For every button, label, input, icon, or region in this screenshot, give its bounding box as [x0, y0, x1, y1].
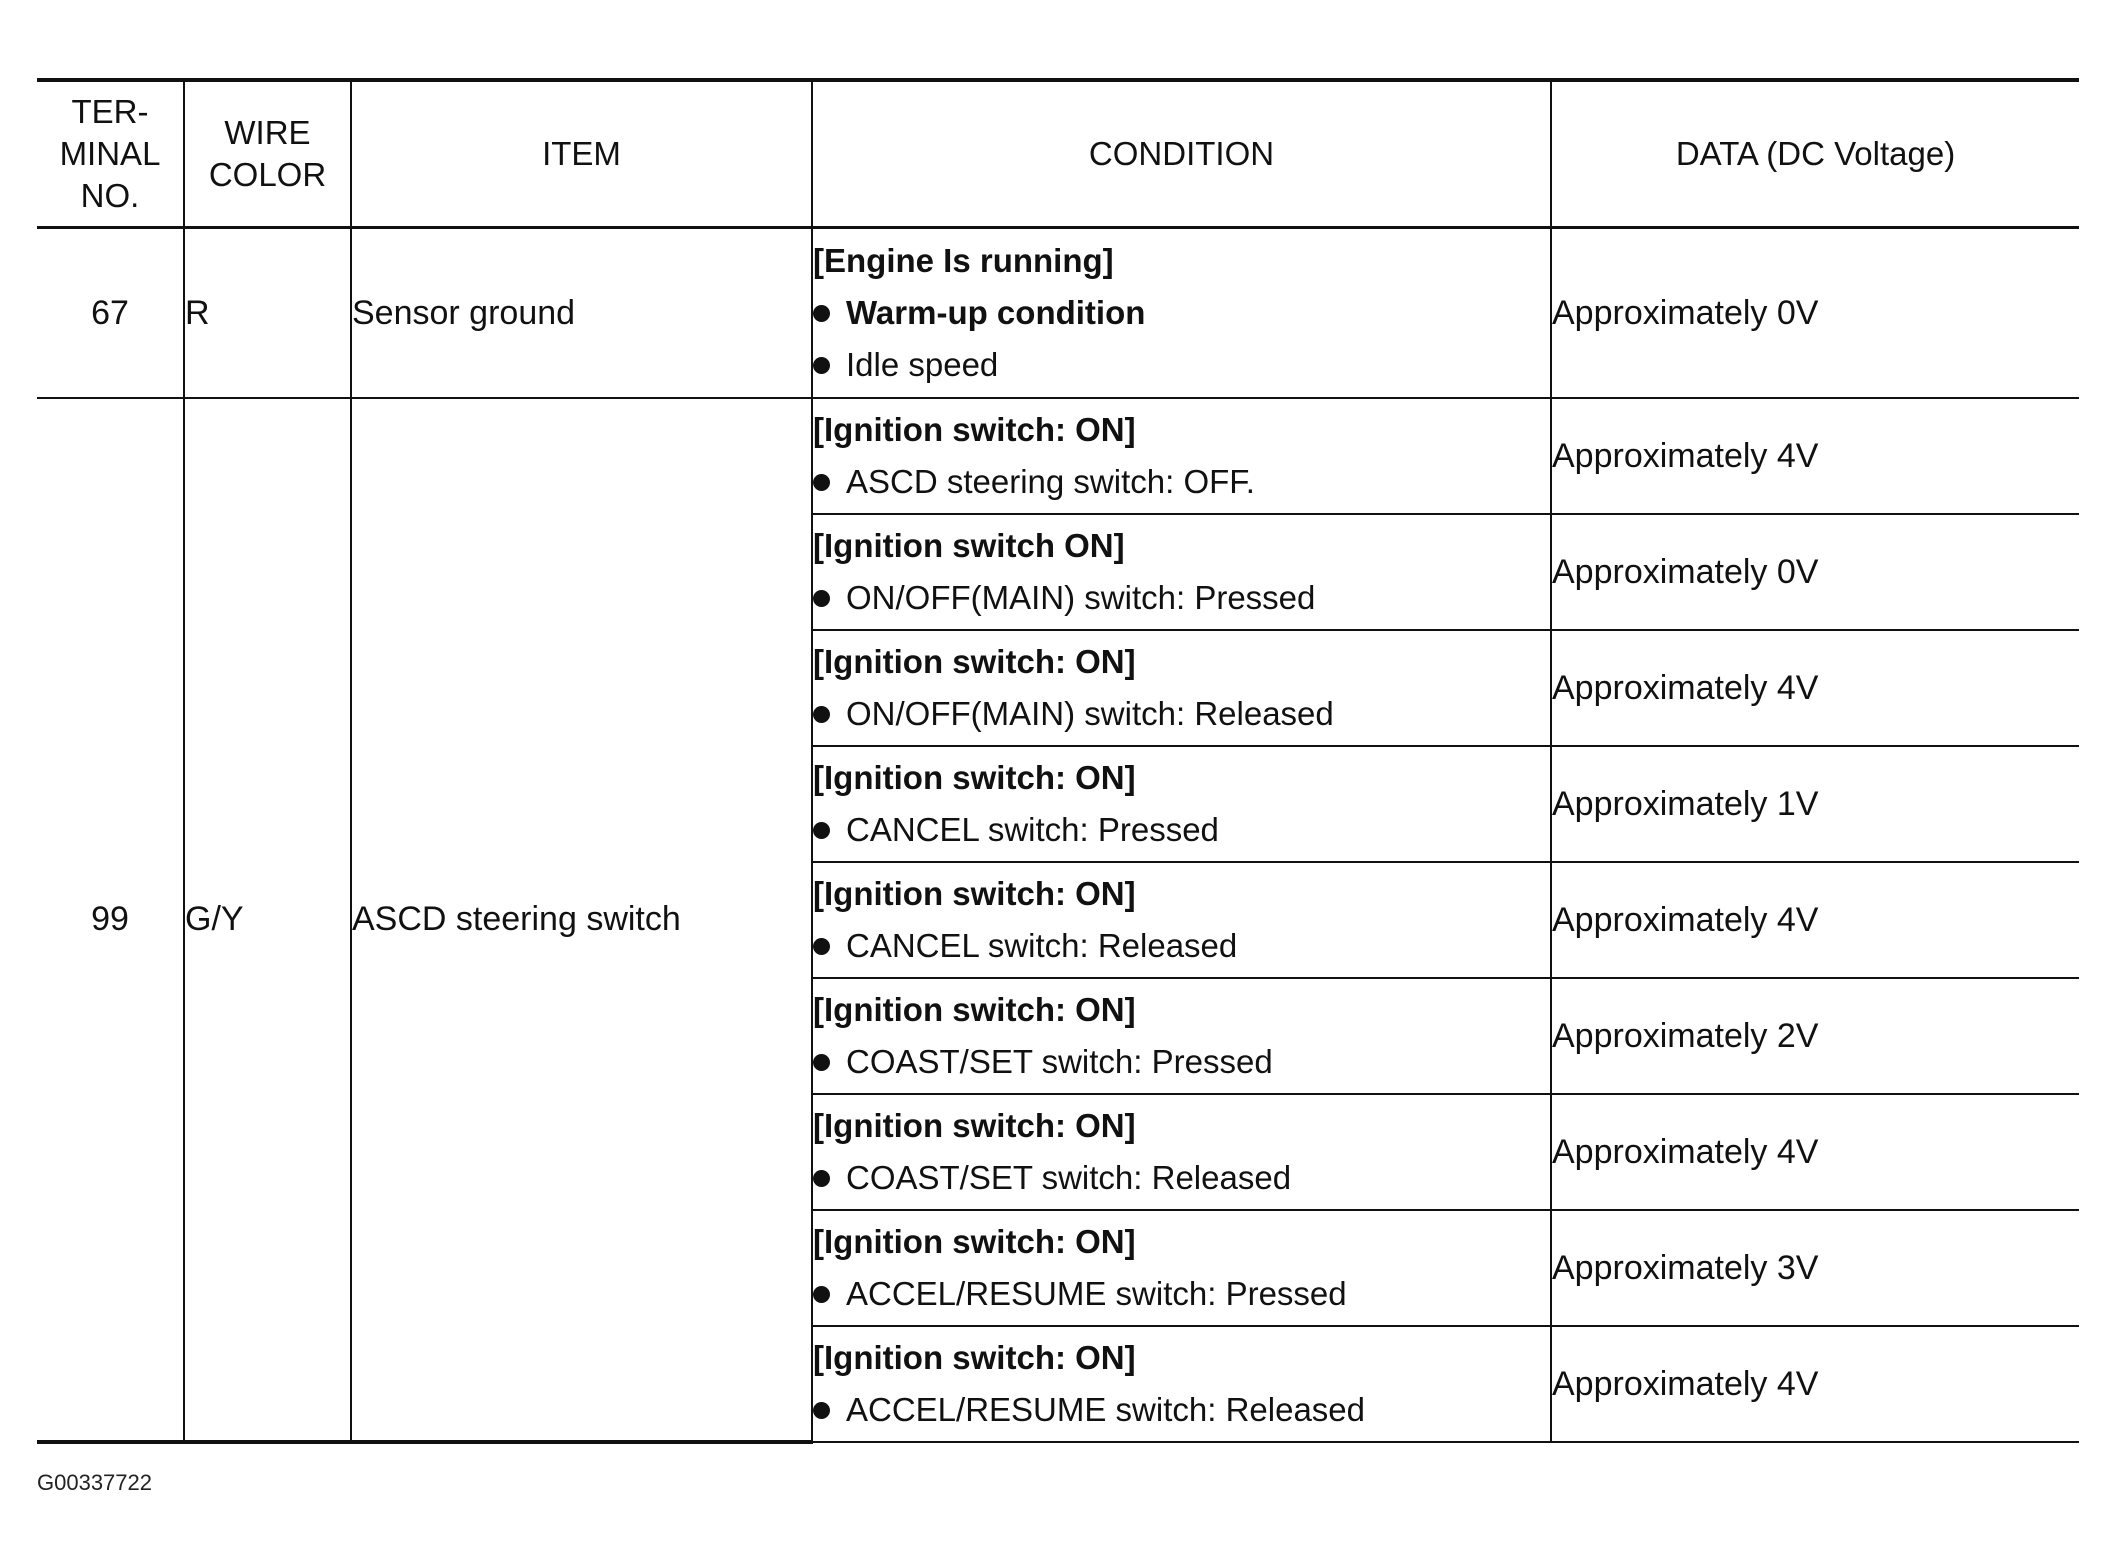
condition-line: CANCEL switch: Released	[813, 920, 1550, 972]
bullet-icon	[813, 357, 830, 374]
voltage-value: Approximately 4V	[1551, 1094, 2079, 1210]
condition-heading: [Ignition switch: ON]	[813, 875, 1136, 912]
terminal-number: 99	[37, 398, 184, 1442]
voltage-value: Approximately 0V	[1551, 228, 2079, 399]
condition-line: ACCEL/RESUME switch: Pressed	[813, 1268, 1550, 1320]
bullet-icon	[813, 1402, 830, 1419]
voltage-value: Approximately 0V	[1551, 514, 2079, 630]
voltage-value: Approximately 4V	[1551, 630, 2079, 746]
figure-code: G00337722	[37, 1470, 152, 1495]
voltage-value: Approximately 3V	[1551, 1210, 2079, 1326]
terminal-number: 67	[37, 228, 184, 399]
condition-cell	[812, 862, 1551, 978]
header-data: DATA (DC Voltage)	[1551, 80, 2079, 228]
condition-heading: [Ignition switch ON]	[813, 527, 1125, 564]
table-row-terminal-99	[37, 398, 2079, 514]
terminal-data-sheet	[37, 78, 2079, 1444]
header-wire-color: WIRE COLOR	[184, 80, 351, 228]
condition-line: Idle speed	[813, 339, 1550, 391]
condition-line: ON/OFF(MAIN) switch: Pressed	[813, 572, 1550, 624]
voltage-value: Approximately 4V	[1551, 862, 2079, 978]
table-row-terminal-67	[37, 228, 2079, 399]
condition-cell	[812, 1326, 1551, 1442]
condition-heading: [Ignition switch: ON]	[813, 411, 1136, 448]
condition-cell	[812, 1210, 1551, 1326]
header-row	[37, 80, 2079, 228]
condition-line: COAST/SET switch: Pressed	[813, 1036, 1550, 1088]
condition-cell	[812, 398, 1551, 514]
header-terminal-no: TER- MINAL NO.	[37, 80, 184, 228]
terminal-table	[37, 78, 2079, 1444]
condition-heading: [Ignition switch: ON]	[813, 1107, 1136, 1144]
condition-heading: [Ignition switch: ON]	[813, 991, 1136, 1028]
condition-cell	[812, 630, 1551, 746]
condition-cell	[812, 514, 1551, 630]
bullet-icon	[813, 1286, 830, 1303]
voltage-value: Approximately 2V	[1551, 978, 2079, 1094]
item-name: ASCD steering switch	[351, 398, 812, 1442]
header-condition: CONDITION	[812, 80, 1551, 228]
bullet-icon	[813, 1170, 830, 1187]
condition-heading: [Engine Is running]	[813, 242, 1114, 279]
condition-heading: [Ignition switch: ON]	[813, 1223, 1136, 1260]
condition-cell	[812, 978, 1551, 1094]
condition-line: CANCEL switch: Pressed	[813, 804, 1550, 856]
condition-cell	[812, 228, 1551, 399]
condition-line: ASCD steering switch: OFF.	[813, 456, 1550, 508]
bullet-icon	[813, 1054, 830, 1071]
wire-color: G/Y	[184, 398, 351, 1442]
condition-heading: [Ignition switch: ON]	[813, 1339, 1136, 1376]
wire-color: R	[184, 228, 351, 399]
bullet-icon	[813, 706, 830, 723]
header-item: ITEM	[351, 80, 812, 228]
condition-cell	[812, 746, 1551, 862]
condition-line: ON/OFF(MAIN) switch: Released	[813, 688, 1550, 740]
voltage-value: Approximately 1V	[1551, 746, 2079, 862]
condition-cell	[812, 1094, 1551, 1210]
bullet-icon	[813, 305, 830, 322]
condition-heading: [Ignition switch: ON]	[813, 759, 1136, 796]
voltage-value: Approximately 4V	[1551, 1326, 2079, 1442]
condition-line: Warm-up condition	[813, 287, 1550, 339]
condition-heading: [Ignition switch: ON]	[813, 643, 1136, 680]
bullet-icon	[813, 822, 830, 839]
bullet-icon	[813, 590, 830, 607]
voltage-value: Approximately 4V	[1551, 398, 2079, 514]
bullet-icon	[813, 938, 830, 955]
condition-line: ACCEL/RESUME switch: Released	[813, 1384, 1550, 1436]
item-name: Sensor ground	[351, 228, 812, 399]
bullet-icon	[813, 474, 830, 491]
condition-line: COAST/SET switch: Released	[813, 1152, 1550, 1204]
